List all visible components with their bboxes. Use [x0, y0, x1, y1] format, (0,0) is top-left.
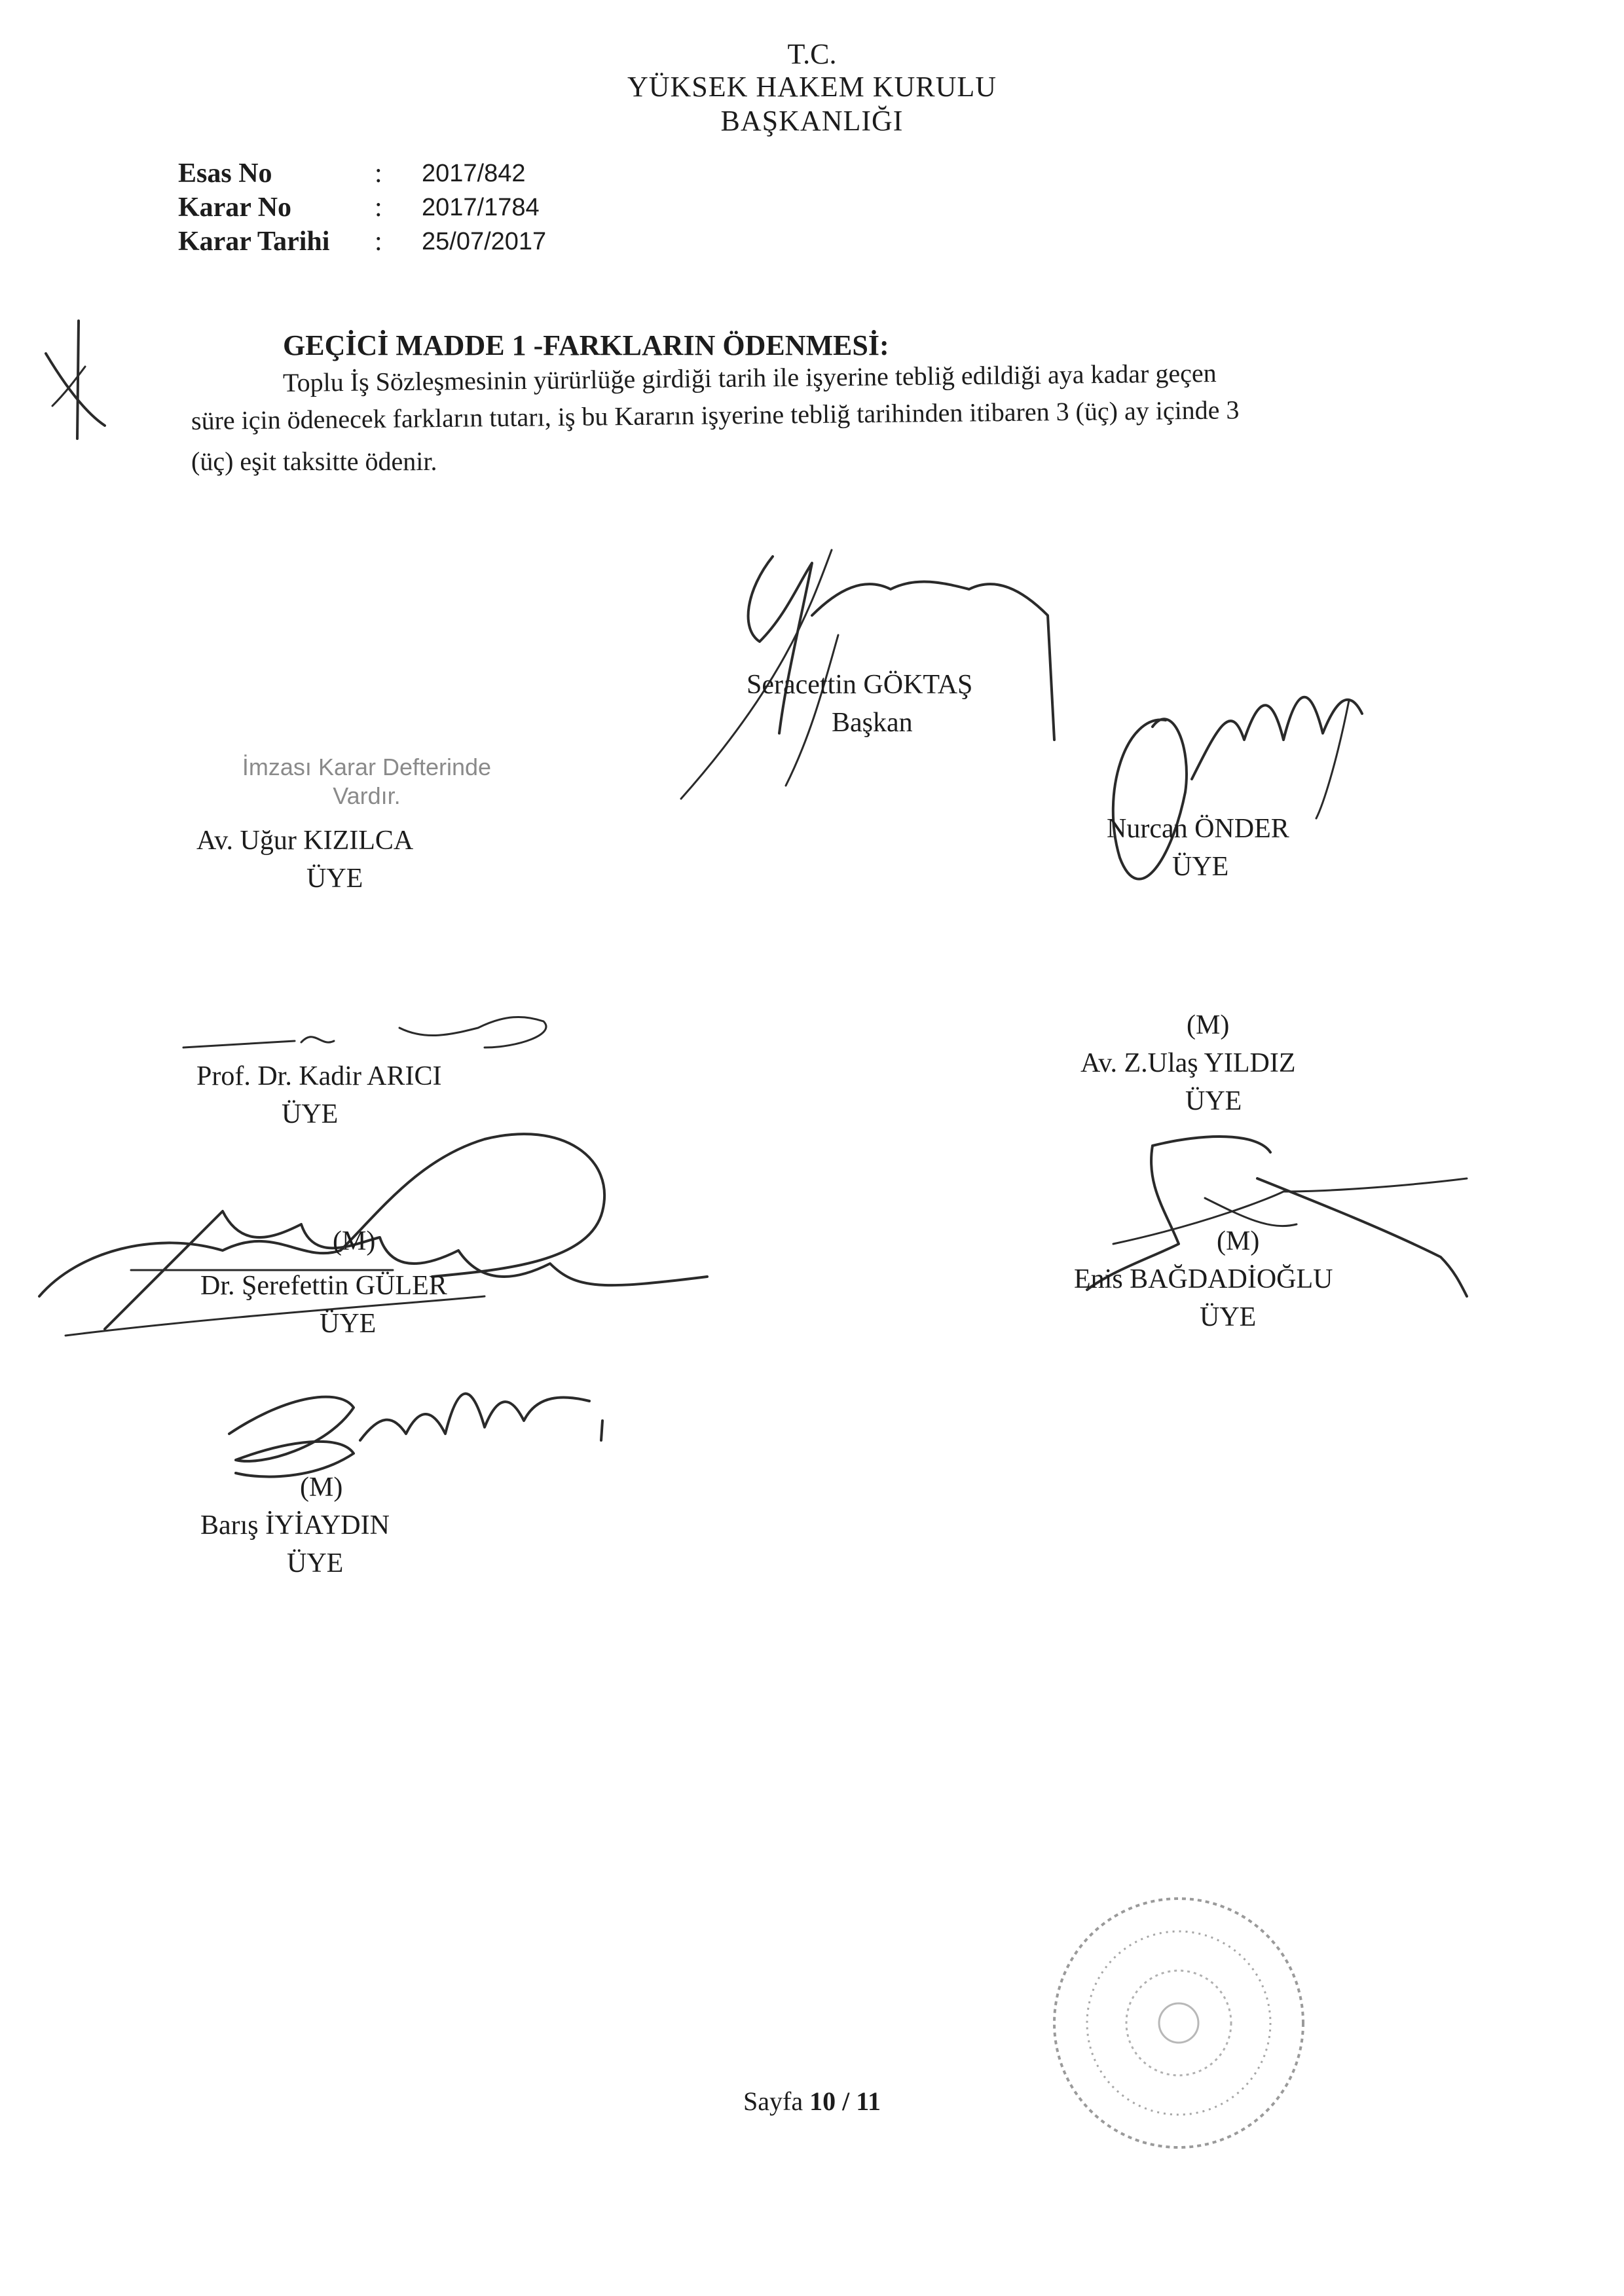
section-heading: GEÇİCİ MADDE 1 -FARKLARIN ÖDENMESİ:	[283, 329, 889, 361]
yildiz-role: ÜYE	[1185, 1086, 1242, 1116]
header-department: BAŞKANLIĞI	[720, 105, 904, 137]
meta-label: Karar No	[178, 192, 292, 223]
iyiaydin-mark: (M)	[300, 1472, 343, 1503]
page-prefix: Sayfa	[743, 2086, 803, 2116]
arici-role: ÜYE	[282, 1099, 339, 1129]
paragraph-line-1: Toplu İş Sözleşmesinin yürürlüğe girdiği tarih ile işyerine tebliğ edildiği aya kadar geçen	[282, 358, 1217, 397]
yildiz-name: Av. Z.Ulaş YILDIZ	[1080, 1048, 1296, 1078]
kizilca-name: Av. Uğur KIZILCA	[196, 826, 414, 856]
signature-note-line1: İmzası Karar Defterinde	[242, 754, 492, 780]
paragraph-line-3: (üç) eşit taksitte ödenir.	[191, 446, 437, 476]
meta-colon: :	[375, 192, 382, 223]
bagdadioglu-mark: (M)	[1217, 1226, 1260, 1256]
onder-name: Nurcan ÖNDER	[1107, 814, 1289, 844]
onder-role: ÜYE	[1172, 852, 1229, 882]
official-stamp	[1041, 1886, 1316, 2160]
page-number	[0, 2086, 1624, 2117]
yildiz-mark: (M)	[1187, 1010, 1230, 1040]
bagdadioglu-name: Enis BAĞDADİOĞLU	[1074, 1264, 1333, 1294]
bagdadioglu-role: ÜYE	[1200, 1302, 1257, 1332]
iyiaydin-role: ÜYE	[287, 1548, 344, 1578]
onder-signature	[1061, 661, 1401, 923]
margin-handwritten-mark	[39, 314, 111, 445]
iyiaydin-name: Barış İYİAYDIN	[200, 1510, 390, 1540]
guler-mark: (M)	[333, 1226, 376, 1256]
header-tc: T.C.	[787, 38, 837, 70]
meta-value: 2017/842	[422, 160, 526, 187]
page-value: 10 / 11	[809, 2086, 881, 2116]
meta-colon: :	[375, 158, 382, 189]
meta-value: 25/07/2017	[422, 228, 547, 255]
president-role: Başkan	[832, 708, 913, 738]
paragraph-line-2: süre için ödenecek farkların tutarı, iş bu Kararın işyerine tebliğ tarihinden itibaren 3 (üç) ay içinde 3	[191, 395, 1240, 435]
kizilca-role: ÜYE	[306, 864, 363, 894]
signature-note	[196, 753, 537, 811]
signature-note-line2: Vardır.	[333, 782, 401, 809]
guler-name: Dr. Şerefettin GÜLER	[200, 1271, 447, 1301]
arici-name: Prof. Dr. Kadir ARICI	[196, 1061, 442, 1091]
meta-label: Karar Tarihi	[178, 227, 330, 257]
meta-label: Esas No	[178, 158, 272, 189]
header-organization: YÜKSEK HAKEM KURULU	[627, 71, 997, 103]
meta-value: 2017/1784	[422, 194, 540, 221]
president-name: Seracettin GÖKTAŞ	[747, 670, 973, 700]
guler-role: ÜYE	[320, 1309, 377, 1339]
meta-colon: :	[375, 227, 382, 257]
iyiaydin-signature	[210, 1355, 642, 1486]
